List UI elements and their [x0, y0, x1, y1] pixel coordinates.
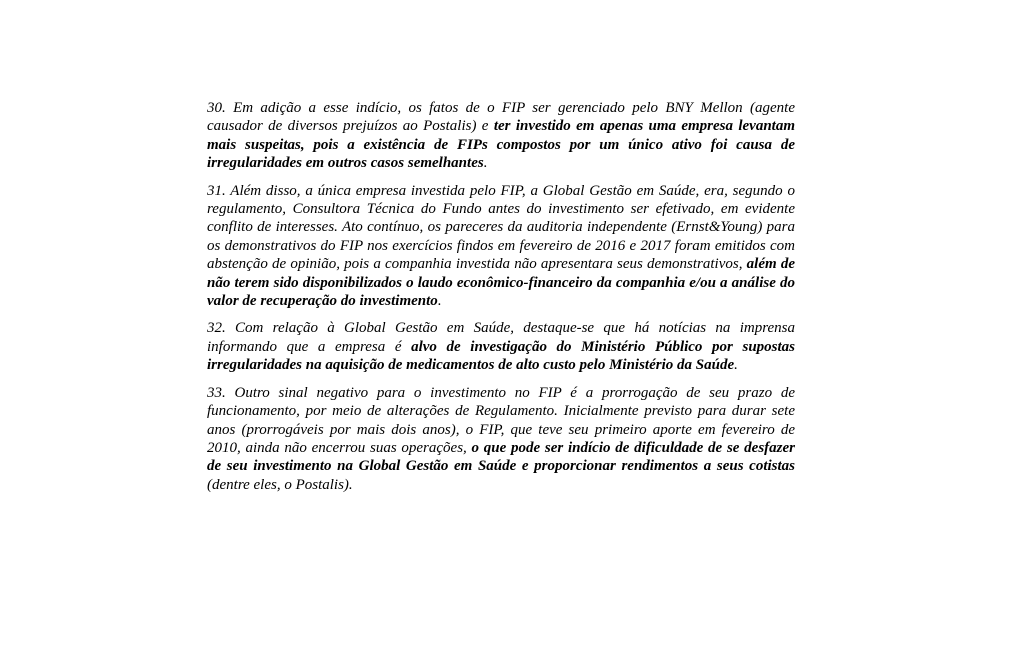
paragraph-32-text-2: .	[734, 357, 738, 374]
paragraph-33-text-1: 33. Outro sinal negativo para o investimento no FIP é a prorrogação de seu prazo de funcionamento, por meio de alterações de Regulamento. Inicialmente previsto para durar sete anos (prorrogáveis por mais dois anos), o FIP, que teve seu primeiro aporte em fevereiro de 2010, ainda não encerrou suas operações,	[207, 384, 795, 456]
paragraph-30	[207, 99, 795, 173]
paragraph-30-bold-1: ter investido em apenas uma empresa levantam mais suspeitas, pois a existência de FIPs compostos por um único ativo foi causa de irregularidades em outros casos semelhantes	[207, 118, 795, 172]
paragraph-33	[207, 384, 795, 494]
paragraph-33-text-2: (dentre eles, o Postalis).	[207, 476, 353, 493]
paragraph-30-text-1: 30. Em adição a esse indício, os fatos de o FIP ser gerenciado pelo BNY Mellon (agente causador de diversos prejuízos ao Postalis) e	[207, 100, 795, 135]
paragraph-31-bold-1: além de não terem sido disponibilizados o laudo econômico-financeiro da companhia e/ou a análise do valor de recuperação do investimento	[207, 256, 795, 310]
paragraph-32	[207, 319, 795, 374]
paragraph-33-bold-1: o que pode ser indício de dificuldade de se desfazer de seu investimento na Global Gestão em Saúde e proporcionar rendimentos a seus cotistas	[207, 439, 796, 475]
paragraph-31	[207, 182, 795, 311]
document-body	[207, 99, 795, 503]
paragraph-32-bold-1: alvo de investigação do Ministério Público por supostas irregularidades na aquisição de medicamentos de alto custo pelo Ministério da Saúde	[207, 338, 795, 374]
paragraph-31-text-1: 31. Além disso, a única empresa investida pelo FIP, a Global Gestão em Saúde, era, segundo o regulamento, Consultora Técnica do Fundo antes do investimento ser efetivado, em evidente conflito de interesses. Ato contínuo, os pareceres da auditoria independente (Ernst&Young) para os demonstrativos do FIP nos exercícios findos em fevereiro de 2016 e 2017 foram emitidos com abstenção de opinião, pois a companhia investida não apresentara seus demonstrativos,	[207, 182, 795, 273]
paragraph-31-text-2: .	[437, 293, 442, 310]
paragraph-30-text-2: .	[483, 155, 488, 172]
paragraph-32-text-1: 32. Com relação à Global Gestão em Saúde, destaque-se que há notícias na imprensa informando que a empresa é	[207, 320, 795, 355]
